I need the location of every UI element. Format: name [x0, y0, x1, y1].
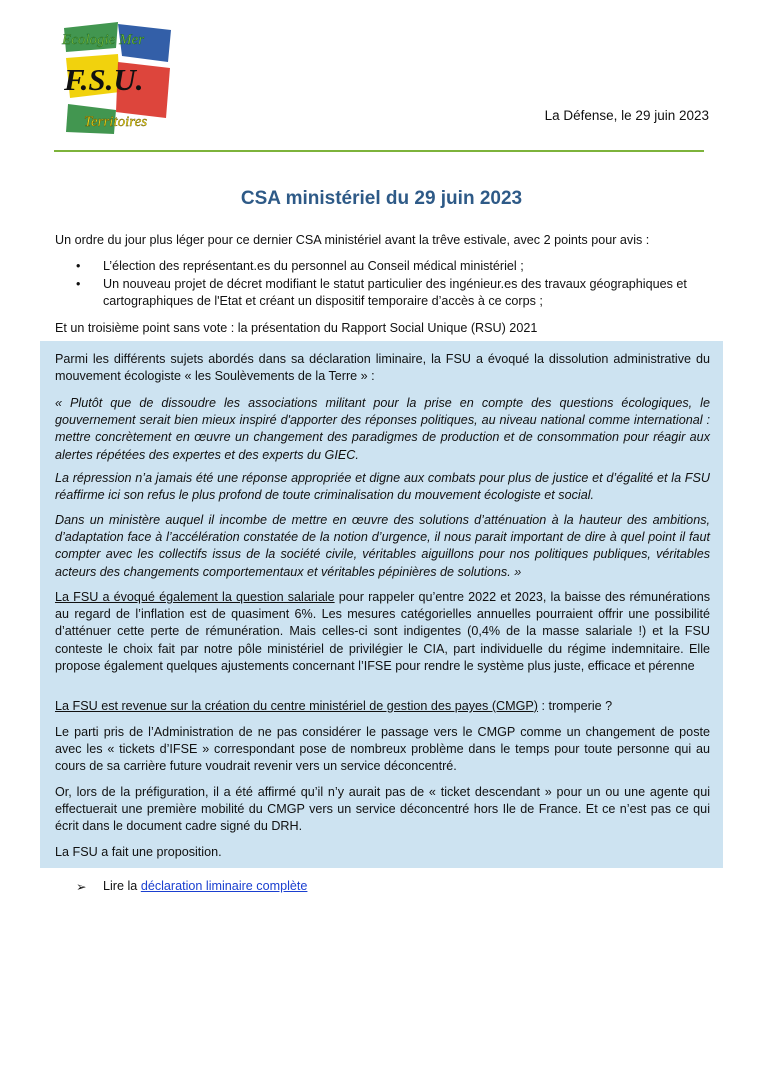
cmgp-paragraph	[55, 698, 710, 715]
document-date: La Défense, le 29 juin 2023	[544, 108, 709, 123]
header-divider	[54, 150, 704, 152]
read-more-prefix: Lire la	[103, 879, 141, 893]
salary-text: pour rappeler qu’entre 2022 et 2023, la baisse des rémunérations au regard de l’inflation est de quasiment 6%. Les mesures catégorielles annuelles pourraient offrir une possibilité d’atténuer cette perte de rémunération. Mais celles-ci sont indigentes (0,4% de la masse salariale !) et la FSU conteste le choix fait par notre pôle ministériel de privilégier le CIA, part individuelle du régime indemnitaire. Elle propose également quelques ajustements concernant l’IFSE pour rendre le système plus juste, efficace et pérenne	[55, 590, 710, 673]
agenda-item-text: L’élection des représentant.es du personnel au Conseil médical ministériel ;	[103, 259, 524, 273]
bullet-icon: •	[76, 277, 81, 291]
salary-heading: La FSU a évoqué également la question salariale	[55, 590, 335, 604]
box-paragraph: La FSU a fait une proposition.	[55, 845, 222, 859]
bullet-icon: •	[76, 259, 81, 273]
logo-bottom-text: Territoires	[84, 114, 148, 130]
agenda-item-text: Un nouveau projet de décret modifiant le statut particulier des ingénieur.es des travaux géographiques et cartographiques de l'Etat et créant un dispositif temporaire d’accès à ce corps ;	[103, 277, 687, 308]
logo-top-text: Ecologie Mer	[62, 32, 145, 48]
page-title: CSA ministériel du 29 juin 2023	[240, 188, 523, 209]
box-paragraph: Or, lors de la préfiguration, il a été affirmé qu’il n’y aurait pas de « ticket descendant » pour un ou une agente qui effectuerait une première mobilité du CMGP vers un service déconcentré hors Ile de France. Et ce n’est pas ce qui écrit dans le document cadre signé du DRH.	[55, 785, 710, 834]
third-point: Et un troisième point sans vote : la présentation du Rapport Social Unique (RSU) 2021	[55, 321, 538, 335]
cmgp-text: : tromperie ?	[537, 699, 613, 713]
cmgp-heading: La FSU est revenue sur la création du centre ministériel de gestion des payes (CMGP)	[55, 699, 538, 713]
box-paragraph: Le parti pris de l’Administration de ne pas considérer le passage vers le CMGP comme un changement de poste avec les « tickets d’IFSE » correspondant pose de nombreux problème dans le temps pour toute personne qui au cours de sa carrière future voudrait revenir vers un service déconcentré.	[55, 725, 710, 774]
arrow-bullet-icon: ➢	[76, 880, 87, 894]
logo-main-text: F.S.U.	[64, 62, 144, 97]
box-paragraph: Parmi les différents sujets abordés dans sa déclaration liminaire, la FSU a évoqué la dissolution administrative du mouvement écologiste « les Soulèvements de la Terre » :	[55, 352, 710, 384]
full-declaration-link[interactable]: déclaration liminaire complète	[140, 879, 308, 893]
quote-paragraph: Dans un ministère auquel il incombe de mettre en œuvre des solutions d’atténuation à la hauteur des ambitions, d’adaptation face à l’accélération constatée de la notion d’urgence, il nous parait important de dire à quel point il faut compter avec les collectifs issus de la société civile, véritables aiguillons pour nos politiques publiques, véritables acteurs des changements comportementaux et véritables pépinières de solutions. »	[55, 513, 710, 579]
salary-paragraph	[55, 589, 710, 675]
intro-text: Un ordre du jour plus léger pour ce dernier CSA ministériel avant la trêve estivale, avec 2 points pour avis :	[55, 233, 650, 247]
quote-paragraph: La répression n’a jamais été une réponse appropriée et digne aux combats pour plus de justice et d’égalité et la FSU réaffirme ici son refus le plus profond de toute criminalisation du mouvement écologiste et social.	[55, 471, 710, 503]
quote-paragraph: « Plutôt que de dissoudre les associations militant pour la prise en compte des questions écologiques, le gouvernement serait bien mieux inspiré d'apporter des réponses politiques, au niveau national comme international : mettre concrètement en œuvre un changement des paradigmes de production et de consommation pour réagir aux alertes répétées des expertes et des experts du GIEC.	[55, 396, 710, 462]
fsu-logo	[56, 22, 176, 137]
